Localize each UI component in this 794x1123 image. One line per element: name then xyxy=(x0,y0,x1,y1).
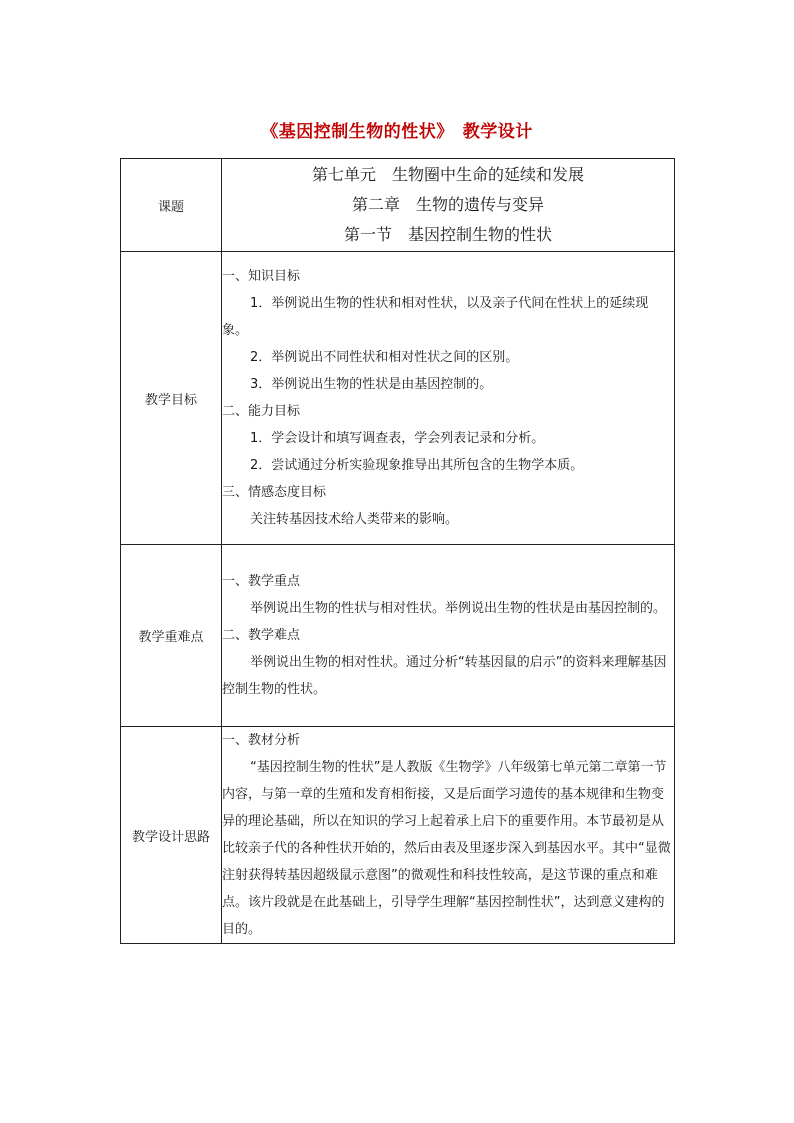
objectives-content xyxy=(222,252,675,545)
objectives-knowledge-item: 3．举例说出生物的性状是由基因控制的。 xyxy=(250,377,493,392)
document-title: 《基因控制生物的性状》 教学设计 xyxy=(261,122,533,142)
objectives-knowledge-item: 2．举例说出不同性状和相对性状之间的区别。 xyxy=(250,350,519,365)
design-analysis-text: “基因控制生物的性状”是人教版《生物学》八年级第七单元第二章第一节内容，与第一章的生殖和发育相衔接，又是后面学习遗传的基本规律和生物变异的理论基础，所以在知识的学习上起着承上启下的重要作用。本节最初是从比较亲子代的各种性状开始的，然后由表及里逐步深入到基因水平。其中“显微注射获得转基因超级鼠示意图”的微观性和科技性较高，是这节课的重点和难点。该片段就是在此基础上，引导学生理解“基因控制性状”，达到意义建构的目的。 xyxy=(222,760,671,937)
keypoints-difficulty-heading: 二、教学难点 xyxy=(222,628,301,643)
keypoints-content xyxy=(222,545,675,727)
topic-content xyxy=(222,159,675,252)
table-row-objectives xyxy=(121,252,675,545)
keypoints-focus-text: 举例说出生物的性状与相对性状。举例说出生物的性状是由基因控制的。 xyxy=(250,601,667,616)
row-label-design: 教学设计思路 xyxy=(121,727,222,944)
topic-unit: 第七单元 生物圈中生命的延续和发展 xyxy=(311,165,584,184)
lesson-plan-table xyxy=(120,158,675,944)
objectives-ability-heading: 二、能力目标 xyxy=(222,404,301,419)
table-row-keypoints xyxy=(121,545,675,727)
topic-chapter: 第二章 生物的遗传与变异 xyxy=(351,195,544,214)
topic-section: 第一节 基因控制生物的性状 xyxy=(343,225,552,244)
table-row-design xyxy=(121,727,675,944)
objectives-knowledge-item: 1．举例说出生物的性状和相对性状，以及亲子代间在性状上的延续现象。 xyxy=(222,296,649,338)
keypoints-difficulty-text: 举例说出生物的相对性状。通过分析“转基因鼠的启示”的资料来理解基因控制生物的性状。 xyxy=(222,655,667,697)
row-label-objectives: 教学目标 xyxy=(121,252,222,545)
design-content xyxy=(222,727,675,944)
objectives-attitude-item: 关注转基因技术给人类带来的影响。 xyxy=(250,512,459,527)
row-label-topic: 课题 xyxy=(121,159,222,252)
design-analysis-heading: 一、教材分析 xyxy=(222,733,301,748)
objectives-knowledge-heading: 一、知识目标 xyxy=(222,269,301,284)
keypoints-focus-heading: 一、教学重点 xyxy=(222,574,301,589)
objectives-attitude-heading: 三、情感态度目标 xyxy=(222,485,327,500)
objectives-ability-item: 2．尝试通过分析实验现象推导出其所包含的生物学本质。 xyxy=(250,458,584,473)
table-row-topic xyxy=(121,159,675,252)
objectives-ability-item: 1．学会设计和填写调查表，学会列表记录和分析。 xyxy=(250,431,545,446)
row-label-keypoints: 教学重难点 xyxy=(121,545,222,727)
